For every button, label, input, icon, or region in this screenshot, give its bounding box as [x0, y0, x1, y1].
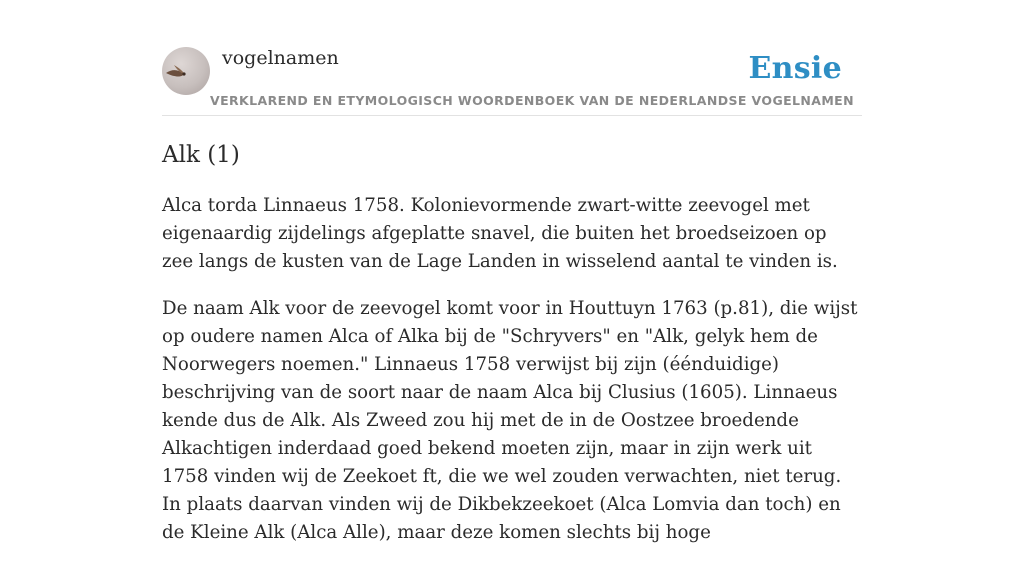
article-paragraph: Alca torda Linnaeus 1758. Kolonievormende zwart-witte zeevogel met eigenaardig zijdelings afgeplatte snavel, die buiten het broedseizoen op zee langs de kusten van de Lage Landen in wisselend aantal te vinden is.	[162, 195, 838, 272]
blog-name-link[interactable]: vogelnamen	[222, 47, 339, 69]
avatar[interactable]	[162, 47, 210, 95]
article-body	[162, 192, 862, 566]
bird-in-flight-icon	[162, 47, 210, 95]
ensie-logo-link[interactable]: Ensie	[748, 51, 842, 86]
article-paragraph: De naam Alk voor de zeevogel komt voor in Houttuyn 1763 (p.81), die wijst op oudere namen Alca of Alka bij de "Schryvers" en "Alk, gelyk hem de Noorwegers noemen." Linnaeus 1758 verwijst bij zijn (éénduidige) beschrijving van de soort naar de naam Alca bij Clusius (1605). Linnaeus kende dus de Alk. Als Zweed zou hij met de in de Oostzee broedende Alkachtigen inderdaad goed bekend moeten zijn, maar in zijn werk uit 1758 vinden wij de Zeekoet ft, die we wel zouden verwachten, niet terug. In plaats daarvan vinden wij de Dikbekzeekoet (Alca Lomvia dan toch) en de Kleine Alk (Alca Alle), maar deze komen slechts bij hoge	[162, 298, 858, 543]
site-header	[162, 46, 862, 116]
blog-tagline: VERKLAREND EN ETYMOLOGISCH WOORDENBOEK VAN DE NEDERLANDSE VOGELNAMEN	[210, 93, 854, 108]
page-title: Alk (1)	[162, 142, 240, 168]
